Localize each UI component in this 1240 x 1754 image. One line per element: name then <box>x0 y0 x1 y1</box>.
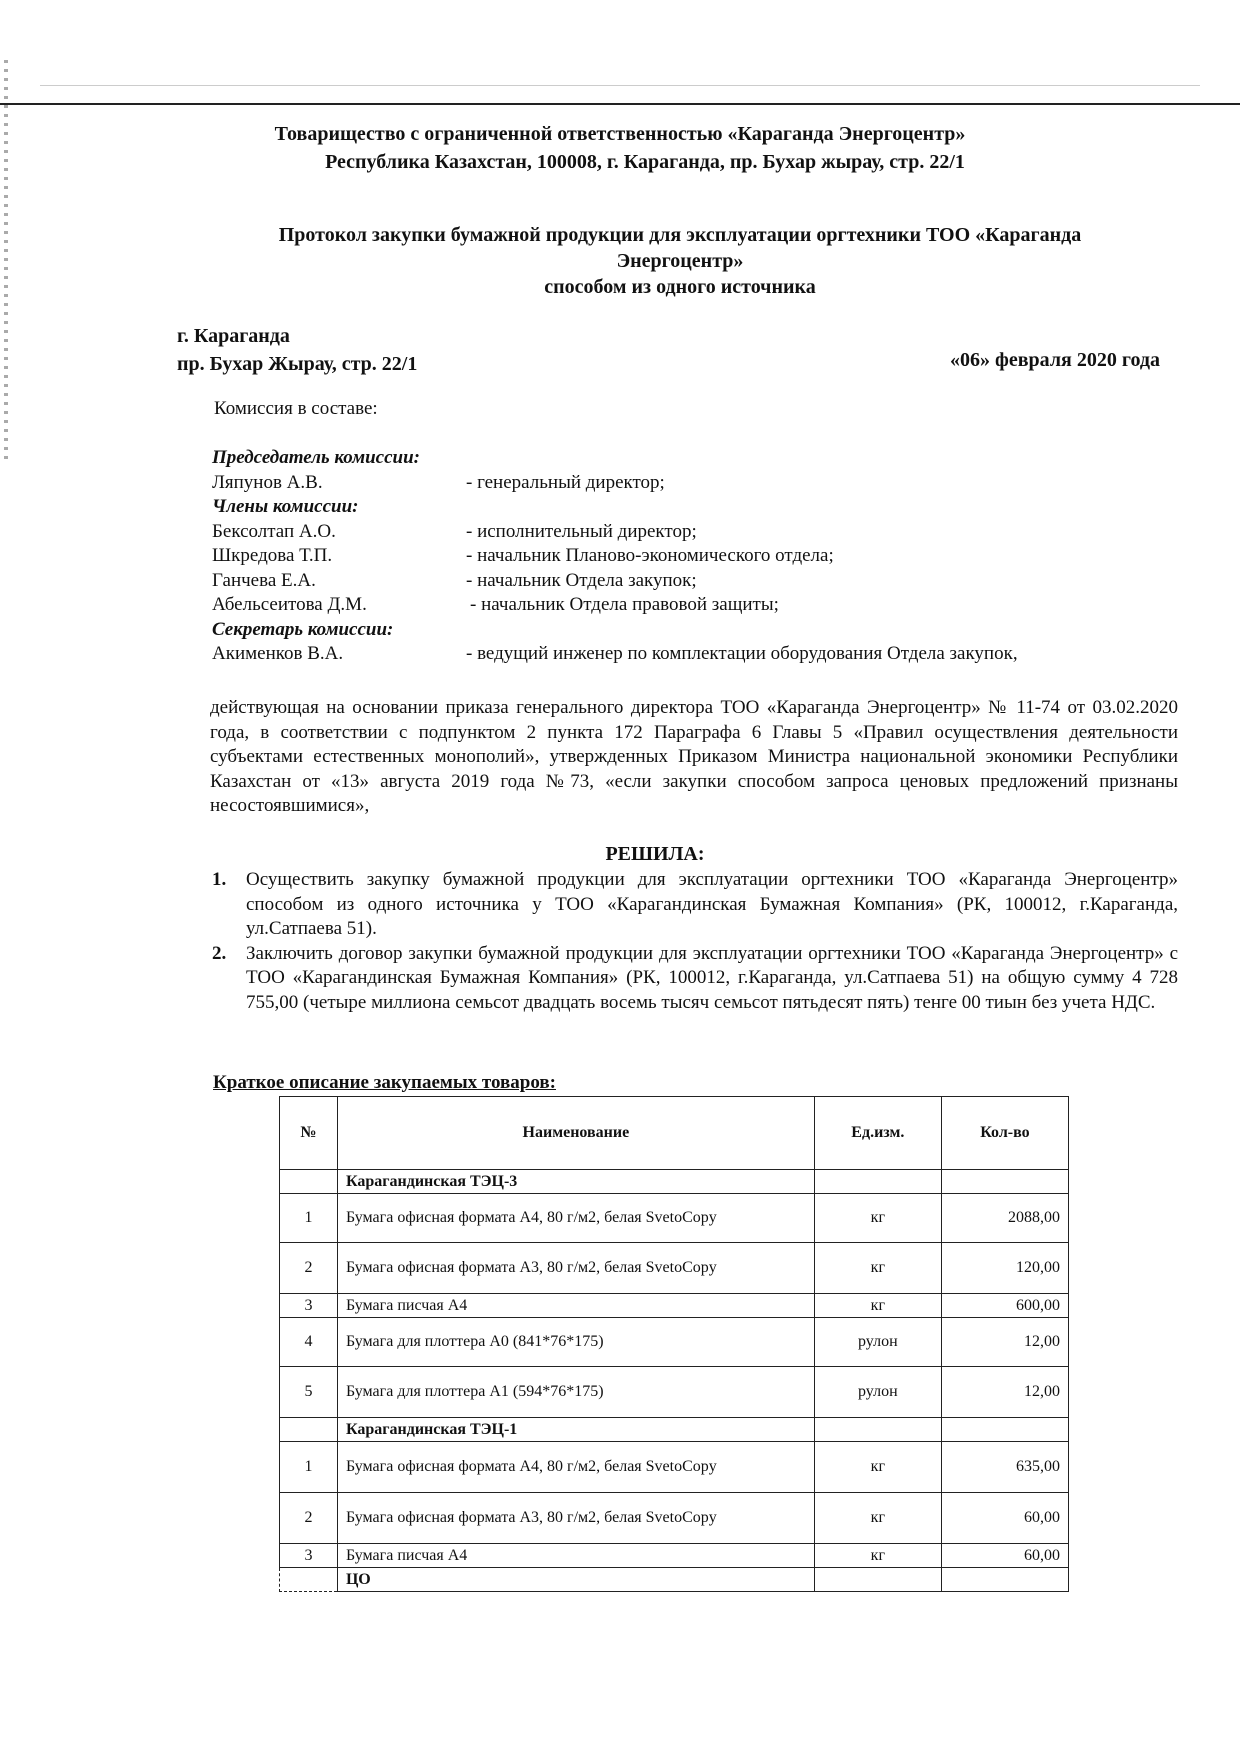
section-title: Карагандинская ТЭЦ-3 <box>337 1170 814 1194</box>
decision-number: 2. <box>212 942 227 964</box>
cell-qty: 600,00 <box>941 1294 1068 1318</box>
member-name: Бексолтап А.О. <box>212 520 336 542</box>
cell-unit: кг <box>814 1544 941 1568</box>
cell-name: Бумага офисная формата А3, 80 г/м2, белая SvetoCopy <box>337 1493 814 1544</box>
decision-item <box>210 868 1178 942</box>
cell-unit: рулон <box>814 1367 941 1418</box>
cell-qty: 60,00 <box>941 1544 1068 1568</box>
commission-row <box>212 544 834 569</box>
company-header <box>0 120 1240 176</box>
table-row <box>280 1544 1069 1568</box>
members-label: Члены комиссии: <box>212 496 359 517</box>
page-top-rule <box>0 103 1240 105</box>
cell-no: 4 <box>280 1318 338 1367</box>
document-title <box>240 222 1120 300</box>
cell-name: Бумага офисная формата А3, 80 г/м2, белая SvetoCopy <box>337 1243 814 1294</box>
table-row <box>280 1243 1069 1294</box>
cell-no: 2 <box>280 1493 338 1544</box>
cell-no: 1 <box>280 1442 338 1493</box>
goods-table <box>279 1096 1069 1592</box>
section-row <box>280 1568 1069 1592</box>
company-name: Товарищество с ограниченной ответственностью «Караганда Энергоцентр» <box>274 123 966 145</box>
decisions-list <box>210 868 1178 1015</box>
cell-qty: 635,00 <box>941 1442 1068 1493</box>
table-row <box>280 1318 1069 1367</box>
decision-item <box>210 942 1178 1016</box>
cell-unit: кг <box>814 1194 941 1243</box>
place-city: г. Караганда <box>177 325 290 347</box>
title-line-3: способом из одного источника <box>544 276 816 298</box>
member-position: - начальник Планово-экономического отдела; <box>466 545 834 566</box>
cell-no: 1 <box>280 1194 338 1243</box>
place-block <box>177 322 417 378</box>
member-name: Ганчева Е.А. <box>212 569 316 591</box>
member-position: - начальник Отдела закупок; <box>466 569 697 591</box>
member-position: - исполнительный директор; <box>466 520 697 542</box>
cell-name: Бумага для плоттера А1 (594*76*175) <box>337 1367 814 1418</box>
cell-qty: 12,00 <box>941 1318 1068 1367</box>
decision-number: 1. <box>212 869 227 890</box>
member-name: Акименков В.А. <box>212 643 344 664</box>
secretary-label: Секретарь комиссии: <box>212 618 394 640</box>
chair-label: Председатель комиссии: <box>212 447 420 468</box>
scan-artifact-line <box>40 85 1200 86</box>
header-no: № <box>280 1097 338 1170</box>
title-line-1: Протокол закупки бумажной продукции для эксплуатации оргтехники ТОО «Караганда <box>278 224 1082 246</box>
header-unit: Ед.изм. <box>814 1097 941 1170</box>
basis-paragraph: действующая на основании приказа генерального директора ТОО «Караганда Энергоцентр» № 11-74 от 03.02.2020 года, в соответствии с подпунктом 2 пункта 172 Параграфа 6 Главы 5 «Правил осуществления деятельности субъектами естественных монополий», утвержденных Приказом Министра национальной экономики Республики Казахстан от «13» августа 2019 года №73, «если закупки способом запроса ценовых предложений признаны несостоявшимися», <box>210 697 1178 816</box>
cell-no: 5 <box>280 1367 338 1418</box>
commission-row <box>212 569 697 594</box>
header-qty: Кол-во <box>941 1097 1068 1170</box>
table-row <box>280 1442 1069 1493</box>
decision-text: Осуществить закупку бумажной продукции для эксплуатации оргтехники ТОО «Караганда Энергоцентр» способом из одного источника у ТОО «Карагандинская Бумажная Компания» (РК, 100012, г.Караганда, ул.Сатпаева 51). <box>246 869 1178 939</box>
table-row <box>280 1194 1069 1243</box>
cell-qty: 12,00 <box>941 1367 1068 1418</box>
cell-no: 3 <box>280 1294 338 1318</box>
cell-name: Бумага писчая А4 <box>337 1294 814 1318</box>
header-name: Наименование <box>337 1097 814 1170</box>
member-position: - начальник Отдела правовой защиты; <box>470 594 779 615</box>
section-row <box>280 1418 1069 1442</box>
table-header-row <box>280 1097 1069 1170</box>
cell-name: Бумага для плоттера А0 (841*76*175) <box>337 1318 814 1367</box>
section-row <box>280 1170 1069 1194</box>
member-name: Абельсеитова Д.М. <box>212 594 367 615</box>
commission-row <box>212 593 779 618</box>
document-date: «06» февраля 2020 года <box>950 349 1160 371</box>
table-row <box>280 1493 1069 1544</box>
section-title: ЦО <box>337 1568 814 1592</box>
commission-row <box>212 520 697 545</box>
cell-unit: рулон <box>814 1318 941 1367</box>
commission-row <box>212 471 665 496</box>
commission-list <box>212 446 1018 667</box>
commission-row <box>212 642 1018 667</box>
table-row <box>280 1367 1069 1418</box>
member-position: - ведущий инженер по комплектации оборудования Отдела закупок, <box>466 643 1018 664</box>
cell-no: 3 <box>280 1544 338 1568</box>
goods-caption: Краткое описание закупаемых товаров: <box>213 1072 556 1093</box>
member-position: - генеральный директор; <box>466 471 665 493</box>
place-address: пр. Бухар Жырау, стр. 22/1 <box>177 353 418 375</box>
member-name: Шкредова Т.П. <box>212 545 333 566</box>
table-row <box>280 1294 1069 1318</box>
commission-intro: Комиссия в составе: <box>214 398 378 419</box>
cell-unit: кг <box>814 1294 941 1318</box>
cell-name: Бумага офисная формата А4, 80 г/м2, белая SvetoCopy <box>337 1194 814 1243</box>
cell-unit: кг <box>814 1442 941 1493</box>
cell-no: 2 <box>280 1243 338 1294</box>
decided-heading: РЕШИЛА: <box>605 843 705 865</box>
section-title: Карагандинская ТЭЦ-1 <box>337 1418 814 1442</box>
cell-qty: 2088,00 <box>941 1194 1068 1243</box>
company-address: Республика Казахстан, 100008, г. Караганда, пр. Бухар жырау, стр. 22/1 <box>325 151 965 173</box>
cell-name: Бумага офисная формата А4, 80 г/м2, белая SvetoCopy <box>337 1442 814 1493</box>
cell-name: Бумага писчая А4 <box>337 1544 814 1568</box>
title-line-2: Энергоцентр» <box>616 250 744 272</box>
cell-unit: кг <box>814 1493 941 1544</box>
cell-unit: кг <box>814 1243 941 1294</box>
cell-qty: 60,00 <box>941 1493 1068 1544</box>
cell-qty: 120,00 <box>941 1243 1068 1294</box>
member-name: Ляпунов А.В. <box>212 471 323 493</box>
decision-text: Заключить договор закупки бумажной продукции для эксплуатации оргтехники ТОО «Караганда Энергоцентр» с ТОО «Карагандинская Бумажная Компания» (РК, 100012, г.Караганда, ул.Сатпаева 51) на общую сумму 4 728 755,00 (четыре миллиона семьсот двадцать восемь тысяч семьсот пятьдесят пять) тенге 00 тиын без учета НДС. <box>246 942 1178 1013</box>
